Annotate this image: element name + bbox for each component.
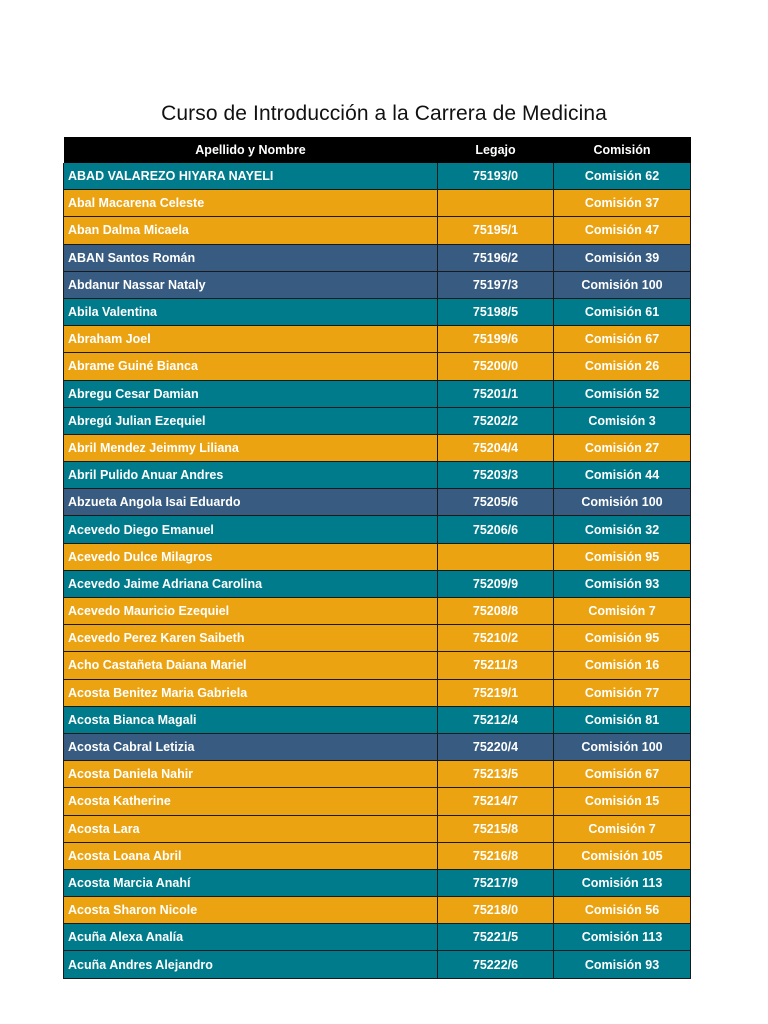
cell-legajo: 75218/0	[438, 897, 554, 924]
table-row	[64, 679, 691, 706]
table-row	[64, 625, 691, 652]
cell-legajo: 75219/1	[438, 679, 554, 706]
table-row	[64, 706, 691, 733]
cell-comision: Comisión 62	[554, 163, 691, 190]
cell-comision: Comisión 113	[554, 869, 691, 896]
cell-legajo: 75209/9	[438, 570, 554, 597]
table-row	[64, 652, 691, 679]
table-row	[64, 462, 691, 489]
cell-name: Abila Valentina	[64, 298, 438, 325]
cell-name: Acuña Alexa Analía	[64, 924, 438, 951]
cell-comision: Comisión 95	[554, 543, 691, 570]
cell-name: Abregú Julian Ezequiel	[64, 407, 438, 434]
table-row	[64, 897, 691, 924]
cell-legajo: 75198/5	[438, 298, 554, 325]
cell-name: Acosta Katherine	[64, 788, 438, 815]
cell-legajo: 75193/0	[438, 163, 554, 190]
cell-name: Acho Castañeta Daiana Mariel	[64, 652, 438, 679]
header-legajo: Legajo	[438, 137, 554, 163]
cell-legajo: 75203/3	[438, 462, 554, 489]
cell-legajo: 75222/6	[438, 951, 554, 978]
cell-comision: Comisión 7	[554, 815, 691, 842]
cell-legajo: 75200/0	[438, 353, 554, 380]
table-row	[64, 869, 691, 896]
header-comision: Comisión	[554, 137, 691, 163]
cell-name: ABAN Santos Román	[64, 244, 438, 271]
cell-legajo: 75208/8	[438, 598, 554, 625]
cell-comision: Comisión 27	[554, 434, 691, 461]
cell-legajo: 75220/4	[438, 733, 554, 760]
table-row	[64, 951, 691, 978]
cell-comision: Comisión 67	[554, 326, 691, 353]
header-name: Apellido y Nombre	[64, 137, 438, 163]
cell-name: Acosta Daniela Nahir	[64, 761, 438, 788]
cell-comision: Comisión 95	[554, 625, 691, 652]
page-title: Curso de Introducción a la Carrera de Medicina	[161, 102, 607, 126]
cell-legajo	[438, 190, 554, 217]
cell-legajo: 75206/6	[438, 516, 554, 543]
cell-comision: Comisión 113	[554, 924, 691, 951]
table-row	[64, 326, 691, 353]
table-row	[64, 788, 691, 815]
cell-legajo: 75210/2	[438, 625, 554, 652]
cell-legajo: 75211/3	[438, 652, 554, 679]
cell-legajo: 75201/1	[438, 380, 554, 407]
cell-comision: Comisión 93	[554, 951, 691, 978]
cell-comision: Comisión 47	[554, 217, 691, 244]
cell-legajo: 75216/8	[438, 842, 554, 869]
cell-legajo: 75196/2	[438, 244, 554, 271]
cell-legajo: 75213/5	[438, 761, 554, 788]
cell-name: Abrame Guiné Bianca	[64, 353, 438, 380]
table-row	[64, 570, 691, 597]
table-row	[64, 271, 691, 298]
cell-comision: Comisión 52	[554, 380, 691, 407]
cell-name: Acevedo Perez Karen Saibeth	[64, 625, 438, 652]
table-row	[64, 489, 691, 516]
table-row	[64, 298, 691, 325]
cell-name: Acuña Andres Alejandro	[64, 951, 438, 978]
cell-legajo: 75221/5	[438, 924, 554, 951]
cell-name: Acevedo Diego Emanuel	[64, 516, 438, 543]
cell-name: Acosta Loana Abril	[64, 842, 438, 869]
cell-comision: Comisión 44	[554, 462, 691, 489]
cell-comision: Comisión 81	[554, 706, 691, 733]
cell-comision: Comisión 105	[554, 842, 691, 869]
cell-comision: Comisión 7	[554, 598, 691, 625]
cell-name: Acosta Lara	[64, 815, 438, 842]
cell-name: Acosta Cabral Letizia	[64, 733, 438, 760]
cell-legajo	[438, 543, 554, 570]
cell-name: Acevedo Mauricio Ezequiel	[64, 598, 438, 625]
table-row	[64, 733, 691, 760]
cell-name: Abal Macarena Celeste	[64, 190, 438, 217]
table-row	[64, 516, 691, 543]
table-row	[64, 842, 691, 869]
cell-comision: Comisión 37	[554, 190, 691, 217]
table-row	[64, 761, 691, 788]
student-table	[63, 137, 691, 979]
cell-legajo: 75195/1	[438, 217, 554, 244]
table-row	[64, 163, 691, 190]
table-row	[64, 407, 691, 434]
cell-legajo: 75197/3	[438, 271, 554, 298]
cell-comision: Comisión 26	[554, 353, 691, 380]
cell-name: Abril Mendez Jeimmy Liliana	[64, 434, 438, 461]
cell-legajo: 75202/2	[438, 407, 554, 434]
cell-legajo: 75212/4	[438, 706, 554, 733]
table-row	[64, 924, 691, 951]
cell-comision: Comisión 61	[554, 298, 691, 325]
cell-legajo: 75215/8	[438, 815, 554, 842]
cell-comision: Comisión 77	[554, 679, 691, 706]
table-body	[64, 163, 691, 978]
cell-comision: Comisión 100	[554, 271, 691, 298]
cell-name: ABAD VALAREZO HIYARA NAYELI	[64, 163, 438, 190]
cell-name: Abzueta Angola Isai Eduardo	[64, 489, 438, 516]
cell-comision: Comisión 39	[554, 244, 691, 271]
cell-comision: Comisión 16	[554, 652, 691, 679]
cell-comision: Comisión 67	[554, 761, 691, 788]
table-header	[64, 137, 691, 163]
table-row	[64, 815, 691, 842]
cell-legajo: 75214/7	[438, 788, 554, 815]
cell-legajo: 75205/6	[438, 489, 554, 516]
cell-comision: Comisión 56	[554, 897, 691, 924]
cell-name: Abdanur Nassar Nataly	[64, 271, 438, 298]
cell-legajo: 75199/6	[438, 326, 554, 353]
table-row	[64, 353, 691, 380]
cell-name: Abril Pulido Anuar Andres	[64, 462, 438, 489]
cell-name: Acevedo Dulce Milagros	[64, 543, 438, 570]
cell-name: Aban Dalma Micaela	[64, 217, 438, 244]
table-row	[64, 434, 691, 461]
cell-name: Abregu Cesar Damian	[64, 380, 438, 407]
cell-comision: Comisión 15	[554, 788, 691, 815]
table-row	[64, 217, 691, 244]
cell-comision: Comisión 100	[554, 733, 691, 760]
cell-name: Acevedo Jaime Adriana Carolina	[64, 570, 438, 597]
table-row	[64, 543, 691, 570]
table-row	[64, 380, 691, 407]
cell-comision: Comisión 100	[554, 489, 691, 516]
cell-name: Acosta Bianca Magali	[64, 706, 438, 733]
table-row	[64, 598, 691, 625]
cell-name: Acosta Sharon Nicole	[64, 897, 438, 924]
cell-legajo: 75204/4	[438, 434, 554, 461]
cell-name: Acosta Benitez Maria Gabriela	[64, 679, 438, 706]
cell-comision: Comisión 32	[554, 516, 691, 543]
cell-comision: Comisión 3	[554, 407, 691, 434]
cell-legajo: 75217/9	[438, 869, 554, 896]
table-row	[64, 190, 691, 217]
cell-name: Acosta Marcia Anahí	[64, 869, 438, 896]
cell-comision: Comisión 93	[554, 570, 691, 597]
cell-name: Abraham Joel	[64, 326, 438, 353]
table-row	[64, 244, 691, 271]
